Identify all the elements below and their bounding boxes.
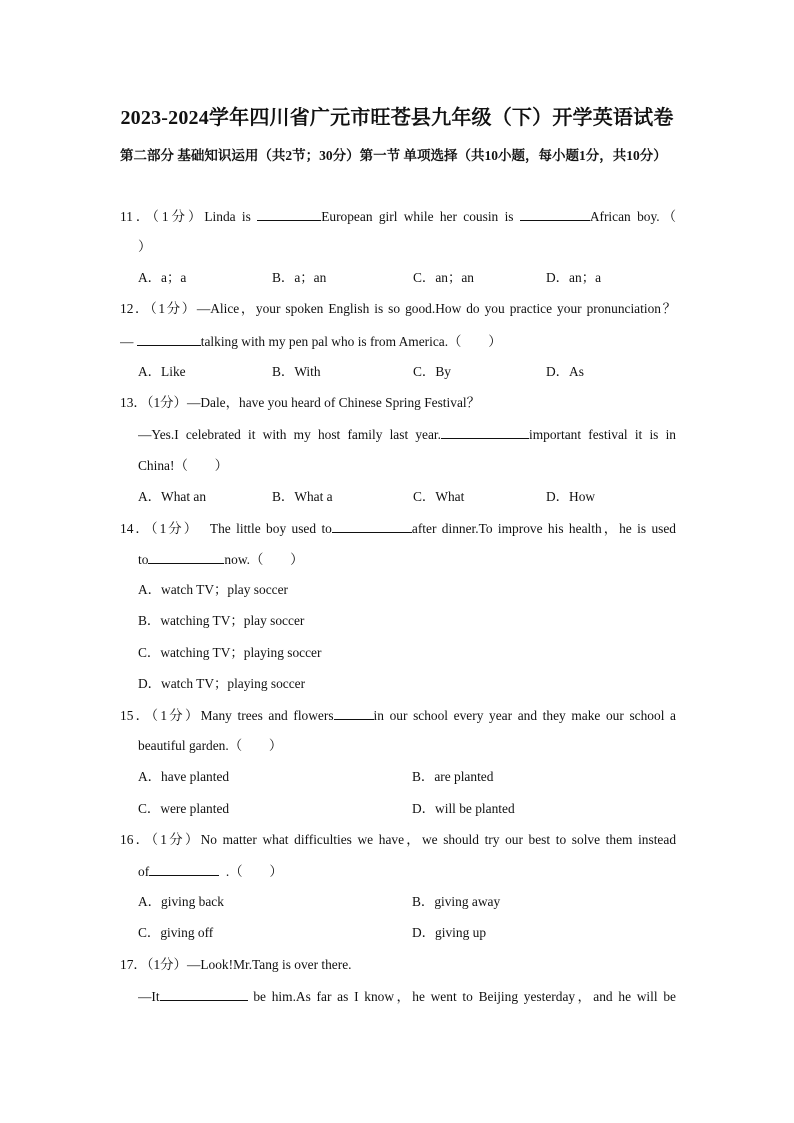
option-c: C．By [413, 364, 451, 379]
answer-blank [334, 705, 374, 720]
answer-blank [149, 861, 219, 876]
option-d: D．an；a [546, 270, 602, 285]
option-b: B．are planted [412, 769, 494, 784]
option-c: C．giving off [138, 925, 214, 940]
option-d: D．As [546, 364, 584, 379]
option-a: A．giving back [138, 894, 224, 909]
option-d: D．giving up [412, 925, 487, 940]
option-d: D．How [546, 489, 596, 504]
option-b: B．a；an [272, 270, 327, 285]
option-c: C．were planted [138, 801, 230, 816]
option-c: C．watching TV；playing soccer [138, 645, 322, 660]
option-c: C．an；an [413, 270, 474, 285]
option-a: A．have planted [138, 769, 230, 784]
question-number: 16．（1分） [120, 832, 201, 847]
answer-blank [441, 424, 529, 439]
question-number: 13．（1分） [120, 395, 187, 410]
question-16: 16．（1分）No matter what difficulties we have，we should try our best to solve them instead [120, 832, 676, 847]
question-number: 11．（1分） [120, 209, 205, 224]
answer-blank [160, 986, 248, 1001]
answer-blank [257, 206, 321, 221]
question-number: 12．（1分） [120, 301, 197, 316]
question-15: 15．（1分）Many trees and flowers in our school every year and they make our school a [120, 705, 676, 725]
option-a: A．a；a [138, 270, 187, 285]
question-text: —Yes.I celebrated it with my host family last year. important festival it is in [138, 424, 676, 444]
question-text: beautiful garden.（ ） [138, 738, 283, 753]
option-b: B．What a [272, 489, 333, 504]
question-text: of .（ ） [138, 861, 676, 881]
question-17: 17．（1分）—Look!Mr.Tang is over there. [120, 957, 352, 972]
question-12: 12．（1分）—Alice，your spoken English is so good.How do you practice your pronunciation？ [120, 301, 676, 316]
question-14: 14．（1分） The little boy used to after dinner.To improve his health，he is used [120, 518, 676, 538]
option-b: B．giving away [412, 894, 501, 909]
section-heading: 第二部分 基础知识运用（共2节；30分）第一节 单项选择（共10小题，每小题1分，共10分） [120, 148, 667, 163]
question-number: 15．（1分） [120, 708, 201, 723]
question-13: 13．（1分）—Dale，have you heard of Chinese Spring Festival？ [120, 395, 480, 410]
question-text: to now.（ ） [138, 549, 676, 569]
option-d: D．will be planted [412, 801, 515, 816]
option-b: B．With [272, 364, 321, 379]
option-a: A．Like [138, 364, 186, 379]
answer-blank [137, 331, 201, 346]
option-a: A．What an [138, 489, 207, 504]
question-number: 17．（1分） [120, 957, 187, 972]
option-d: D．watch TV；playing soccer [138, 676, 306, 691]
answer-blank [332, 518, 412, 533]
option-b: B．watching TV；play soccer [138, 613, 305, 628]
question-text: —It be him.As far as I know，he went to Beijing yesterday，and he will be [138, 986, 676, 1006]
question-text: China!（ ） [138, 458, 229, 473]
question-number: 14．（1分） [120, 521, 200, 536]
answer-blank [148, 549, 224, 564]
question-text: — talking with my pen pal who is from America.（ ） [120, 331, 676, 351]
exam-title: 2023-2024学年四川省广元市旺苍县九年级（下）开学英语试卷 [120, 107, 674, 129]
question-text: ） [138, 239, 152, 254]
option-a: A．watch TV；play soccer [138, 582, 288, 597]
option-c: C．What [413, 489, 465, 504]
question-11: 11．（1分）Linda is European girl while her cousin is African boy.（ [120, 206, 676, 226]
answer-blank [520, 206, 590, 221]
